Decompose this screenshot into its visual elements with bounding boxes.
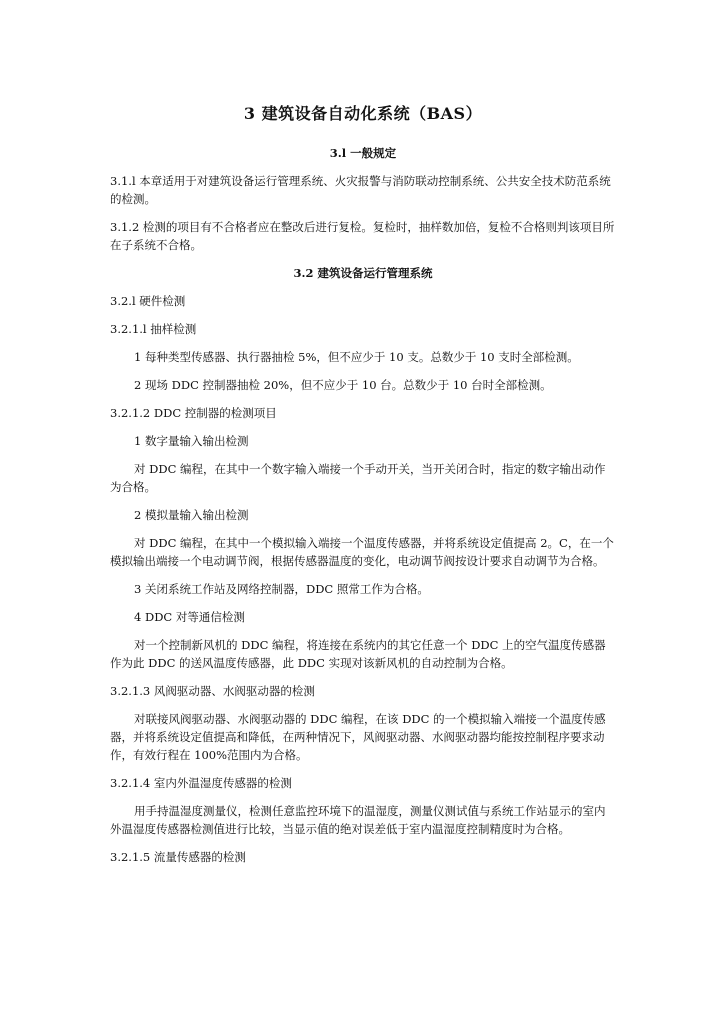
clause-3-2-1-1: 3.2.1.l 抽样检测 [110,322,197,336]
document-body [110,102,616,866]
clause-3-2-1-5: 3.2.1.5 流量传感器的检测 [110,850,246,864]
digital-io-body: 对 DDC 编程，在其中一个数字输入端接一个手动开关，当开关闭合时，指定的数字输出动作为合格。 [110,462,606,494]
analog-io-body: 对 DDC 编程，在其中一个模拟输入端接一个温度传感器，并将系统设定值提高 2。C，在一个模拟输出端接一个电动调节阀，根据传感器温度的变化，电动调节阀按设计要求自动调节为合格。 [110,536,614,568]
sampling-item-1: 1 每种类型传感器、执行器抽检 5%，但不应少于 10 支。总数少于 10 支时全部检测。 [134,350,579,364]
clause-3-2-1-2: 3.2.1.2 DDC 控制器的检测项目 [110,406,277,420]
analog-io-heading: 2 模拟量输入输出检测 [134,508,249,522]
digital-io-heading: 1 数字量输入输出检测 [134,434,249,448]
clause-3-1-1: 3.1.l 本章适用于对建筑设备运行管理系统、火灾报警与消防联动控制系统、公共安全技术防范系统的检测。 [110,174,611,206]
sampling-item-2: 2 现场 DDC 控制器抽检 20%，但不应少于 10 台。总数少于 10 台时全部检测。 [134,378,552,392]
ddc-item-4: 4 DDC 对等通信检测 [134,610,245,624]
section-heading-3-1: 3.l 一般规定 [329,146,397,160]
ddc-item-4-body: 对一个控制新风机的 DDC 编程，将连接在系统内的其它任意一个 DDC 上的空气温度传感器作为此 DDC 的送风温度传感器，此 DDC 实现对该新风机的自动控制为合格。 [110,638,606,670]
clause-3-2-1-4-body: 用手持温湿度测量仪，检测任意监控环境下的温湿度，测量仪测试值与系统工作站显示的室内外温湿度传感器检测值进行比较，当显示值的绝对误差低于室内温湿度控制精度时为合格。 [110,804,606,836]
clause-3-2-1-3: 3.2.1.3 风阀驱动器、水阀驱动器的检测 [110,684,315,698]
clause-3-2-1-4: 3.2.1.4 室内外温湿度传感器的检测 [110,776,292,790]
section-heading-3-2: 3.2 建筑设备运行管理系统 [293,266,433,280]
clause-3-1-2: 3.1.2 检测的项目有不合格者应在整改后进行复检。复检时，抽样数加倍，复检不合格则判该项目所在子系统不合格。 [110,220,615,252]
clause-3-2-1: 3.2.l 硬件检测 [110,294,186,308]
chapter-title: 3 建筑设备自动化系统（BAS） [243,104,483,123]
ddc-item-3: 3 关闭系统工作站及网络控制器，DDC 照常工作为合格。 [134,582,429,596]
clause-3-2-1-3-body: 对联接风阀驱动器、水阀驱动器的 DDC 编程，在该 DDC 的一个模拟输入端接一个温度传感器，并将系统设定值提高和降低，在两种情况下，风阀驱动器、水阀驱动器均能按控制程序要求动作，有效行程在 100%范围内为合格。 [110,712,606,762]
